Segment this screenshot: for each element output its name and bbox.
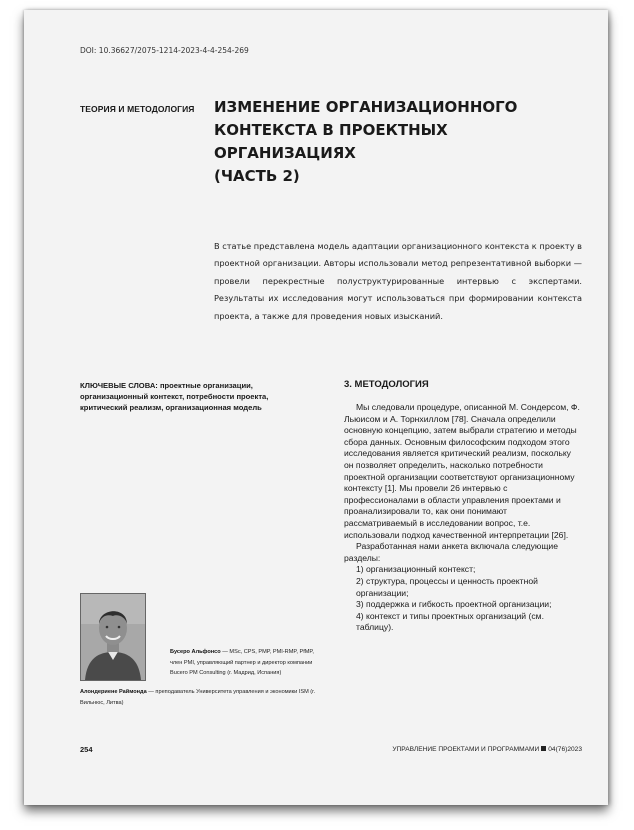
author2-name: Алондериене Раймонда — [80, 689, 147, 695]
body-paragraph: Разработанная нами анкета включала следующие разделы: — [344, 541, 559, 563]
article-title — [214, 96, 594, 188]
page-number: 254 — [80, 745, 93, 754]
list-item: 4) контекст и типы проектных организаций (см. таблицу). — [356, 610, 544, 633]
journal-name: УПРАВЛЕНИЕ ПРОЕКТАМИ И ПРОГРАММАМИ — [392, 746, 540, 753]
section-tag: ТЕОРИЯ И МЕТОДОЛОГИЯ — [80, 104, 195, 114]
author1-bio: — MSc, CPS, PMP, PMI-RMP, PfMP, член PMI, управляющий партнер и директор компании Bucero PM Consulting (г. Мадрид, Испания) — [170, 649, 314, 676]
title-line: ИЗМЕНЕНИЕ ОРГАНИЗАЦИОННОГО — [214, 98, 518, 116]
journal-page — [24, 10, 608, 805]
author2-bio: — преподаватель Университета управления и экономики ISM (г. Вильнюс, Литва) — [80, 689, 316, 706]
author1-caption — [170, 647, 320, 679]
journal-footer — [392, 746, 582, 753]
title-line: КОНТЕКСТА В ПРОЕКТНЫХ ОРГАНИЗАЦИЯХ — [214, 121, 448, 162]
body-paragraph: Мы следовали процедуре, описанной М. Сондерсом, Ф. Льюисом и А. Торнхиллом [78]. Сначала определили основную концепцию, затем выбрали стратегию и методы сбора данных. Основным философским подходом этого исследования является критический реализм, поскольку он позволяет определить, насколько потребности проектной организации соответствуют организационному контексту [1]. Мы провели 26 интервью с профессионалами в области управления проектами и проанализировали то, как они понимают рассматриваемый в исследовании вопрос, т.е. использовали подход качественной интерпретации [26]. — [344, 402, 580, 540]
author1-name: Бусеро Альфонсо — [170, 649, 221, 655]
author2-caption — [80, 687, 330, 708]
title-line: (ЧАСТЬ 2) — [214, 167, 300, 185]
author-portrait-icon — [81, 594, 145, 680]
list-item: 3) поддержка и гибкость проектной организации; — [356, 599, 552, 610]
abstract: В статье представлена модель адаптации организационного контекста к проекту в проектной организации. Авторы использовали метод репрезентативной выборки — провели перекрестные полуструктурированные интервью с экспертами. Результаты их исследования могут использоваться при формировании контекста проекта, а также для проведения новых изысканий. — [214, 241, 582, 321]
keywords: КЛЮЧЕВЫЕ СЛОВА: проектные организации, организационный контекст, потребности проекта, критический реализм, организационная модель — [80, 381, 269, 413]
section-heading: 3. МЕТОДОЛОГИЯ — [344, 379, 429, 390]
author-photo — [80, 593, 146, 681]
body-text — [344, 402, 582, 634]
journal-issue: 04(76)2023 — [548, 746, 582, 753]
list-item: 1) организационный контекст; — [356, 564, 476, 575]
list-item: 2) структура, процессы и ценность проектной организации; — [356, 575, 538, 598]
square-separator-icon — [541, 746, 546, 751]
doi-label: DOI: 10.36627/2075-1214-2023-4-4-254-269 — [80, 46, 249, 55]
